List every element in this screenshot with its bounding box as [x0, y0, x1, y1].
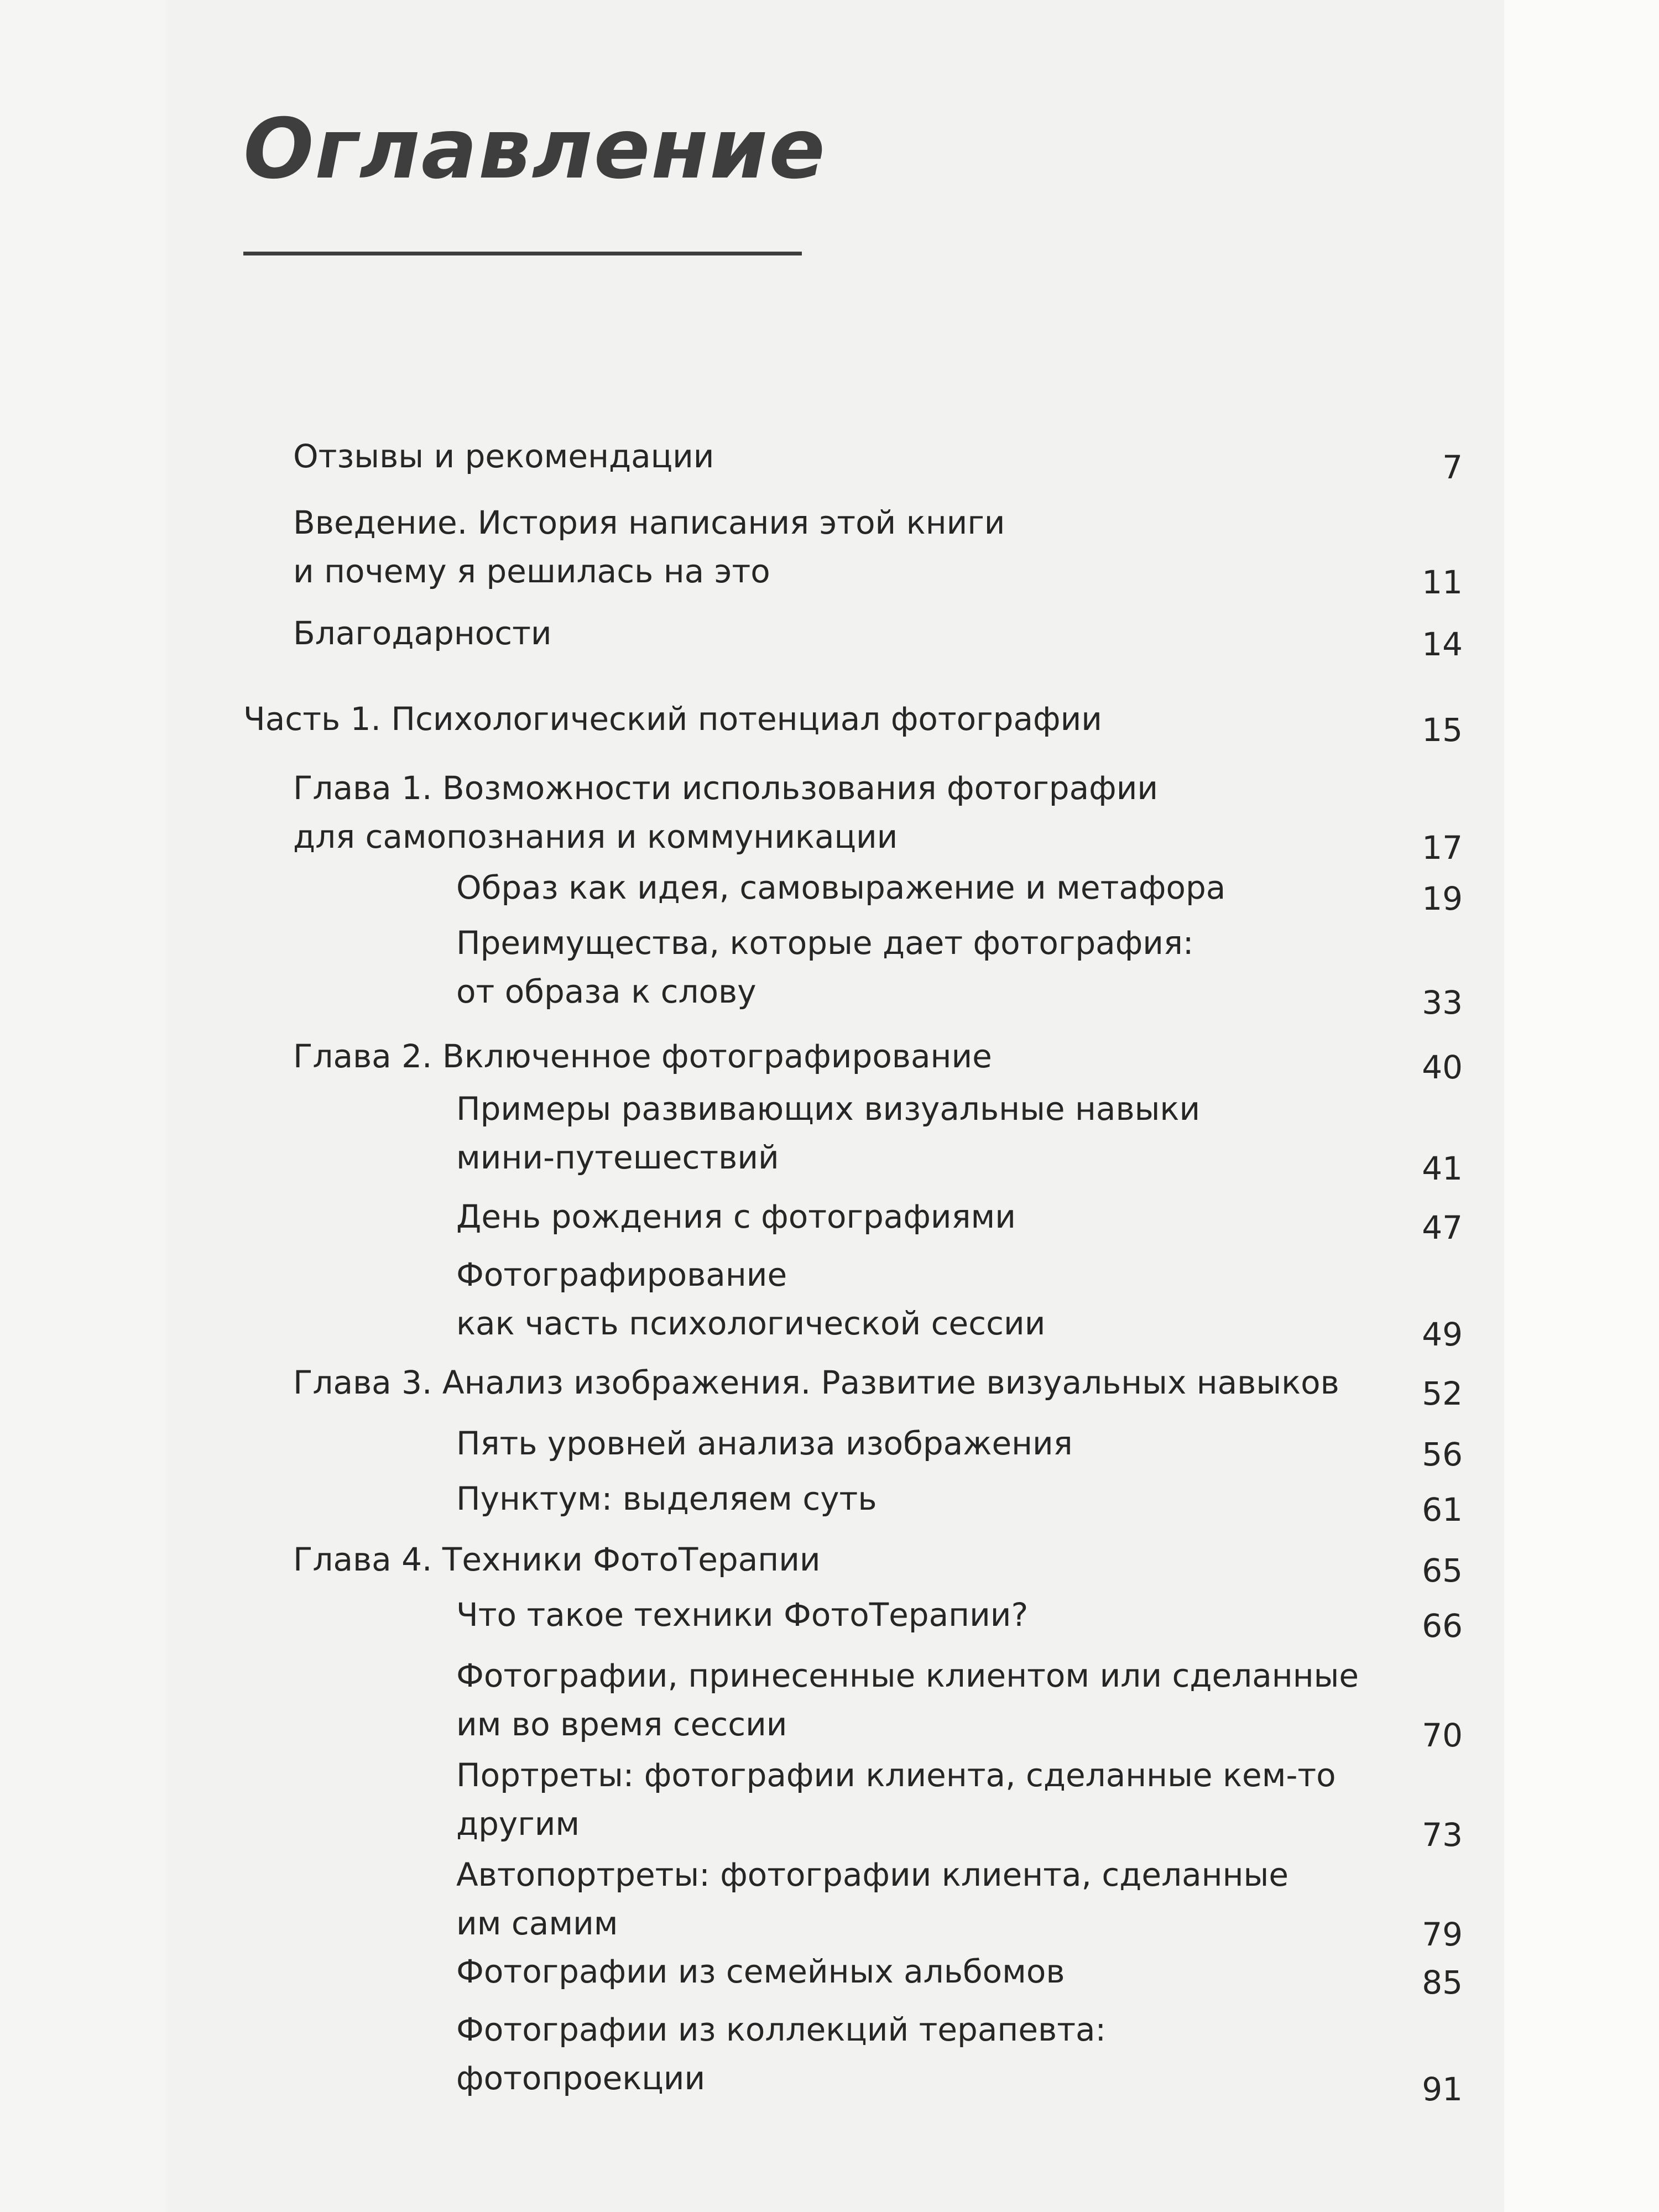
- toc-page-number: 40: [1422, 1048, 1463, 1086]
- toc-page-number: 65: [1422, 1552, 1463, 1589]
- toc-page-number: 61: [1422, 1491, 1463, 1528]
- toc-page-number: 52: [1422, 1375, 1463, 1412]
- toc-entry-title: Что такое техники ФотоТерапии?: [456, 1596, 1029, 1634]
- toc-entry-title: Фотографирование: [456, 1256, 787, 1293]
- toc-page-number: 56: [1422, 1436, 1463, 1473]
- toc-entry-title: Примеры развивающих визуальные навыки: [456, 1090, 1201, 1128]
- page-edge: [1504, 0, 1659, 2212]
- toc-entry-title-continued: от образа к слову: [456, 973, 757, 1010]
- toc-entry-title: Часть 1. Психологический потенциал фотографии: [243, 700, 1102, 738]
- toc-entry-title-continued: как часть психологической сессии: [456, 1305, 1046, 1342]
- toc-page-number: 17: [1422, 829, 1463, 867]
- toc-entry-title: Фотографии, принесенные клиентом или сделанные: [456, 1657, 1359, 1694]
- toc-entry-title-continued: мини-путешествий: [456, 1139, 779, 1176]
- toc-entry-title-continued: другим: [456, 1805, 580, 1843]
- toc-entry-title-continued: для самопознания и коммуникации: [293, 818, 898, 855]
- toc-entry-title: День рождения с фотографиями: [456, 1198, 1016, 1235]
- toc-entry-title: Глава 3. Анализ изображения. Развитие визуальных навыков: [293, 1364, 1339, 1401]
- toc-entry-title: Благодарности: [293, 614, 552, 652]
- toc-entry-title: Глава 2. Включенное фотографирование: [293, 1037, 992, 1075]
- page-title: Оглавление: [243, 101, 826, 197]
- toc-page-number: 7: [1442, 448, 1463, 486]
- toc-entry-title: Портреты: фотографии клиента, сделанные кем-то: [456, 1756, 1336, 1794]
- toc-page-number: 11: [1422, 564, 1463, 601]
- toc-page-number: 19: [1422, 880, 1463, 917]
- toc-entry-title: Глава 4. Техники ФотоТерапии: [293, 1541, 821, 1578]
- toc-entry-title-continued: и почему я решилась на это: [293, 552, 770, 590]
- toc-entry-title: Автопортреты: фотографии клиента, сделанные: [456, 1856, 1288, 1893]
- toc-page-number: 14: [1422, 625, 1463, 663]
- toc-page-number: 79: [1422, 1916, 1463, 1953]
- toc-entry-title: Пунктум: выделяем суть: [456, 1480, 877, 1517]
- toc-entry-title: Отзывы и рекомендации: [293, 437, 714, 475]
- toc-page-number: 70: [1422, 1717, 1463, 1754]
- toc-entry-title-continued: им самим: [456, 1905, 618, 1942]
- toc-page-number: 49: [1422, 1316, 1463, 1353]
- toc-entry-title-continued: им во время сессии: [456, 1705, 787, 1743]
- toc-page-number: 91: [1422, 2070, 1463, 2108]
- toc-entry-title: Глава 1. Возможности использования фотографии: [293, 769, 1159, 807]
- toc-page-number: 85: [1422, 1964, 1463, 2001]
- toc-entry-title: Фотографии из семейных альбомов: [456, 1953, 1065, 1990]
- toc-entry-title: Пять уровней анализа изображения: [456, 1425, 1073, 1462]
- toc-page-number: 66: [1422, 1607, 1463, 1645]
- title-underline: [243, 252, 802, 255]
- toc-entry-title: Образ как идея, самовыражение и метафора: [456, 869, 1226, 906]
- toc-page-number: 41: [1422, 1150, 1463, 1187]
- toc-entry-title: Фотографии из коллекций терапевта:: [456, 2011, 1107, 2048]
- toc-entry-title: Введение. История написания этой книги: [293, 504, 1005, 541]
- toc-entry-title-continued: фотопроекции: [456, 2059, 706, 2097]
- toc-page-number: 73: [1422, 1816, 1463, 1854]
- toc-entry-title: Преимущества, которые дает фотография:: [456, 924, 1194, 962]
- toc-page-number: 15: [1422, 711, 1463, 749]
- toc-page-number: 33: [1422, 984, 1463, 1021]
- toc-page-number: 47: [1422, 1209, 1463, 1246]
